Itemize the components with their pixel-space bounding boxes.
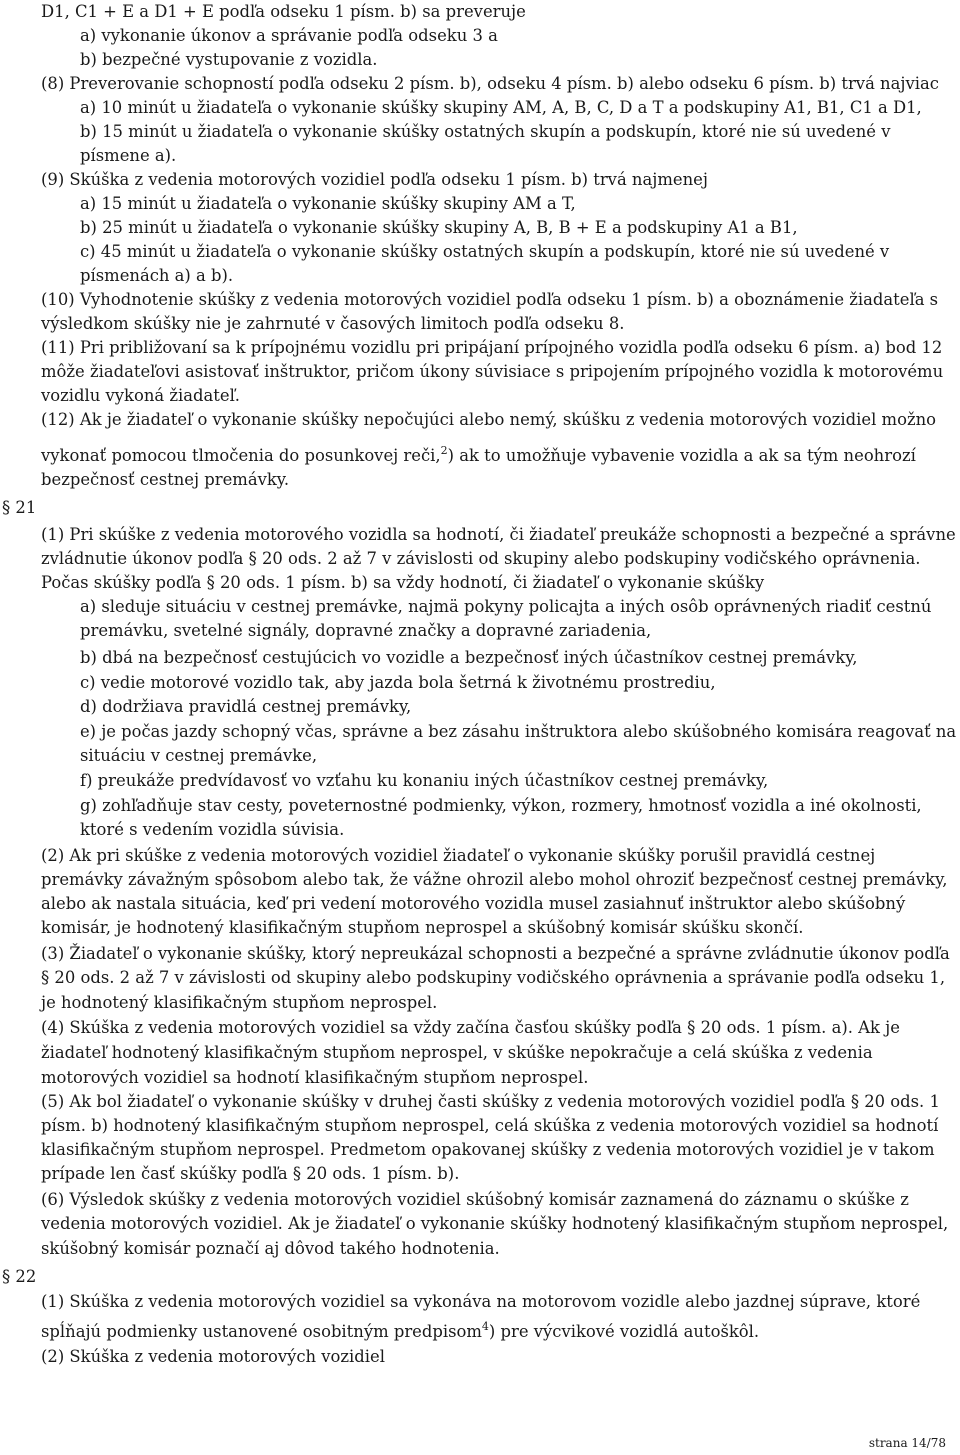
text-line: (11) Pri približovaní sa k prípojnému vozidlu pri pripájaní prípojného vozidla podľa odseku 6 písm. a) bod 12 [41,338,943,357]
text-line: motorových vozidiel sa hodnotí klasifikačným stupňom neprospel. [41,1068,589,1087]
text-line: vedenia motorových vozidiel. Ak je žiadateľ o vykonanie skúšky hodnotený klasifikačným stupňom neprospel, [41,1214,949,1233]
text-segment: spĺňajú podmienky ustanovené osobitným predpisom [41,1322,482,1341]
footnote-ref: 4 [481,1319,489,1333]
text-line: a) 10 minút u žiadateľa o vykonanie skúšky skupiny AM, A, B, C, D a T a podskupiny A1, B1, C1 a D1, [80,98,922,117]
text-line: § 20 ods. 2 až 7 v závislosti od skupiny alebo podskupiny vodičského oprávnenia a správanie podľa odseku 1, [41,968,946,987]
text-line: d) dodržiava pravidlá cestnej premávky, [80,697,412,716]
text-line: (5) Ak bol žiadateľ o vykonanie skúšky v druhej časti skúšky z vedenia motorových vozidiel podľa § 20 ods. 1 [41,1092,940,1111]
text-line: (2) Skúška z vedenia motorových vozidiel [41,1347,385,1366]
text-segment: ) ak to umožňuje vybavenie vozidla a ak sa tým neohrozí [447,446,916,465]
section-heading: § 21 [2,498,37,517]
text-line: výsledkom skúšky nie je zahrnuté v časových limitoch podľa odseku 8. [41,314,625,333]
text-line: (2) Ak pri skúške z vedenia motorových vozidiel žiadateľ o vykonanie skúšky porušil pravidlá cestnej [41,846,876,865]
text-line: b) dbá na bezpečnosť cestujúcich vo vozidle a bezpečnosť iných účastníkov cestnej premávky, [80,648,858,667]
text-line: písmenách a) a b). [80,266,234,285]
text-line: zvládnutie úkonov podľa § 20 ods. 2 až 7 v závislosti od skupiny alebo podskupiny vodičského oprávnenia. [41,549,921,568]
text-line: prípade len časť skúšky podľa § 20 ods. 1 písm. b). [41,1164,460,1183]
text-line: (3) Žiadateľ o vykonanie skúšky, ktorý nepreukázal schopnosti a bezpečné a správne zvládnutie úkonov podľa [41,944,950,963]
text-line: (4) Skúška z vedenia motorových vozidiel sa vždy začína časťou skúšky podľa § 20 ods. 1 písm. a). Ak je [41,1018,900,1037]
text-line: (6) Výsledok skúšky z vedenia motorových vozidiel skúšobný komisár zaznamená do záznamu o skúške z [41,1190,909,1209]
text-line: klasifikačným stupňom neprospel. Predmetom opakovanej skúšky z vedenia motorových vozidiel je v takom [41,1140,935,1159]
text-line: b) 25 minút u žiadateľa o vykonanie skúšky skupiny A, B, B + E a podskupiny A1 a B1, [80,218,798,237]
text-line [41,1319,760,1342]
text-line: a) 15 minút u žiadateľa o vykonanie skúšky skupiny AM a T, [80,194,576,213]
text-line: g) zohľadňuje stav cesty, poveternostné podmienky, výkon, rozmery, hmotnosť vozidla a iné okolnosti, [80,796,922,815]
text-line: (8) Preverovanie schopností podľa odseku 2 písm. b), odseku 4 písm. b) alebo odseku 6 písm. b) trvá najviac [41,74,939,93]
text-line: (1) Pri skúške z vedenia motorového vozidla sa hodnotí, či žiadateľ preukáže schopnosti a bezpečné a správne [41,525,956,544]
text-line: bezpečnosť cestnej premávky. [41,470,290,489]
text-line: vozidlu vykoná žiadateľ. [41,386,241,405]
text-line: komisár, je hodnotený klasifikačným stupňom neprospel a skúšobný komisár skúšku skončí. [41,918,804,937]
text-line: písm. b) hodnotený klasifikačným stupňom neprospel, celá skúška z vedenia motorových vozidiel sa hodnotí [41,1116,939,1135]
text-line: a) sleduje situáciu v cestnej premávke, najmä pokyny policajta a iných osôb oprávnených riadiť cestnú [80,597,932,616]
text-line: (12) Ak je žiadateľ o vykonanie skúšky nepočujúci alebo nemý, skúšku z vedenia motorových vozidiel možno [41,410,937,429]
section-heading: § 22 [2,1267,37,1286]
text-line: je hodnotený klasifikačným stupňom neprospel. [41,993,438,1012]
text-segment: ) pre výcvikové vozidlá autoškôl. [488,1322,760,1341]
text-line: f) preukáže predvídavosť vo vzťahu ku konaniu iných účastníkov cestnej premávky, [80,771,769,790]
text-line: Počas skúšky podľa § 20 ods. 1 písm. b) sa vždy hodnotí, či žiadateľ o vykonanie skúšky [41,573,765,592]
page-number: strana 14/78 [868,1436,946,1450]
text-line: premávky závažným spôsobom alebo tak, že vážne ohrozil alebo mohol ohroziť bezpečnosť cestnej premávky, [41,870,948,889]
text-line: e) je počas jazdy schopný včas, správne a bez zásahu inštruktora alebo skúšobného komisára reagovať na [80,722,957,741]
text-segment: vykonať pomocou tlmočenia do posunkovej reči, [41,446,441,465]
text-line: môže žiadateľovi asistovať inštruktor, pričom úkony súvisiace s pripojením prípojného vozidla k motorovému [41,362,944,381]
text-line: (10) Vyhodnotenie skúšky z vedenia motorových vozidiel podľa odseku 1 písm. b) a oboznámenie žiadateľa s [41,290,939,309]
text-line: D1, C1 + E a D1 + E podľa odseku 1 písm. b) sa preveruje [41,2,526,21]
text-line [41,443,916,466]
text-line: alebo ak nastala situácia, keď pri vedení motorového vozidla musel zasiahnuť inštruktor alebo skúšobný [41,894,906,913]
text-line: situáciu v cestnej premávke, [80,746,318,765]
text-line: c) 45 minút u žiadateľa o vykonanie skúšky ostatných skupín a podskupín, ktoré nie sú uvedené v [80,242,890,261]
footnote-ref: 2 [440,443,448,457]
text-line: a) vykonanie úkonov a správanie podľa odseku 3 a [80,26,498,45]
text-line: skúšobný komisár poznačí aj dôvod takého hodnotenia. [41,1239,500,1258]
text-line: b) 15 minút u žiadateľa o vykonanie skúšky ostatných skupín a podskupín, ktoré nie sú uvedené v [80,122,891,141]
text-line: premávku, svetelné signály, dopravné značky a dopravné zariadenia, [80,621,652,640]
text-line: b) bezpečné vystupovanie z vozidla. [80,50,378,69]
text-line: (1) Skúška z vedenia motorových vozidiel sa vykonáva na motorovom vozidle alebo jazdnej súprave, ktoré [41,1292,921,1311]
text-line: (9) Skúška z vedenia motorových vozidiel podľa odseku 1 písm. b) trvá najmenej [41,170,708,189]
text-line: písmene a). [80,146,177,165]
text-line: žiadateľ hodnotený klasifikačným stupňom neprospel, v skúške nepokračuje a celá skúška z vedenia [41,1043,873,1062]
text-line: c) vedie motorové vozidlo tak, aby jazda bola šetrná k životnému prostrediu, [80,673,716,692]
text-line: ktoré s vedením vozidla súvisia. [80,820,345,839]
